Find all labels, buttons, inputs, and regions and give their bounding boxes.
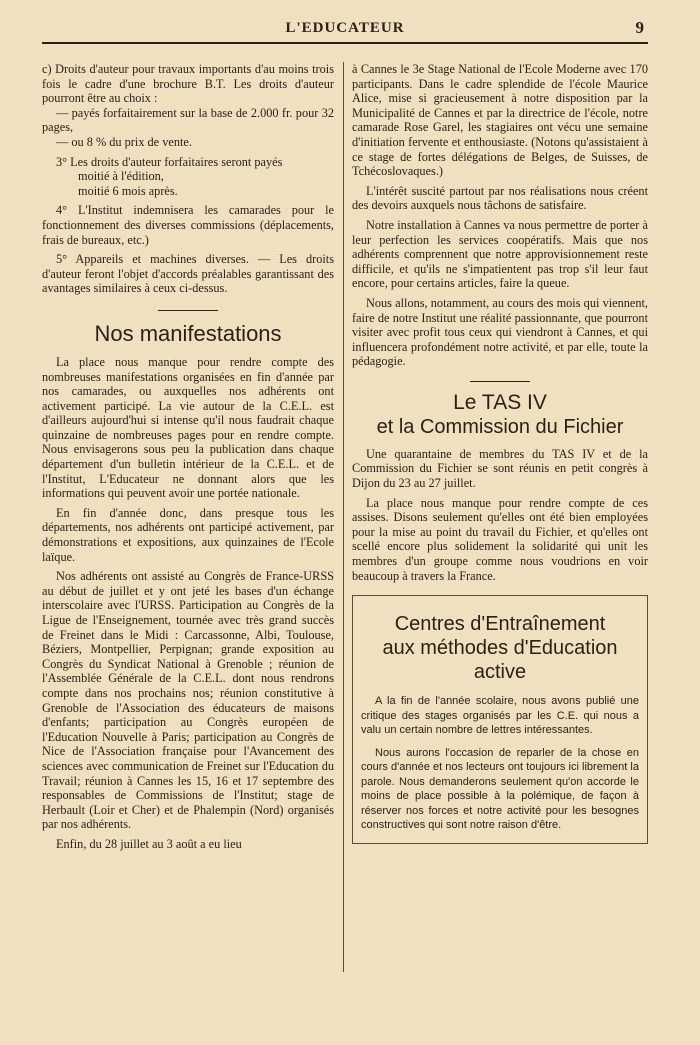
manifestations-paragraph-3: Nos adhérents ont assisté au Congrès de France-URSS au début de juillet et y ont jeté les bases d'un échange interscolaire avec l'URSS. Participation au Congrès de la Ligue de l'Enseignement, tournée avec très grand succès de Freinet dans le Midi : Carcassonne, Albi, Toulouse, Béziers, Montpellier, Perpignan; grande exposition au Congrès du Syndicat National à Grenoble ; réunion de l'Assemblée Générale de la C.E.L. dont nous rendrons compte dans nos prochains nos; réunion constitutive à Grenoble de l'Association des éducateurs de maisons d'enfants; participation au Congrès européen de l'Education Nouvelle à Paris; participation au Congrès de Nice de l'Association française pour l'Avancement des sciences avec communication de Freinet sur l'Education du Travail; réunion à Cannes les 15, 16 et 17 septembre des responsables de Commissions de l'Institut; stage de Herbault (Loir et Cher) et de Phalempin (Nord) organisés par nos adhérents. <box>42 569 334 832</box>
stage-paragraph-3: Notre installation à Cannes va nous permettre de porter à leur perfection les services coopératifs. Mais que nos adhérents comprennent que notre approvisionnement reste difficile, et qu'ils ne s'impatientent pas trop s'il leur faut encore, pour certains articles, faire la queue. <box>352 217 648 291</box>
item-3: 3° Les droits d'auteur forfaitaires seront payés <box>56 154 283 169</box>
journal-title: L'EDUCATEUR <box>285 20 405 36</box>
section-separator <box>158 310 218 311</box>
tas-paragraph-1: Une quarantaine de membres du TAS IV et de la Commission du Fichier se sont réunis en petit congrès à Dijon du 23 au 27 juillet. <box>352 446 648 491</box>
heading-commission-fichier: et la Commission du Fichier <box>376 415 624 438</box>
item-c: c) Droits d'auteur pour travaux importants d'au moins trois fois le cadre d'une brochure B.T. Les droits d'auteur pourront être au choix : <box>42 62 334 106</box>
stage-paragraph-2: L'intérêt suscité partout par nos réalisations nous créent des devoirs auxquels nous tâchons de satisfaire. <box>352 183 648 213</box>
heading-centres-2: aux méthodes d'Education <box>382 637 618 660</box>
stage-paragraph-4: Nous allons, notamment, au cours des mois qui viennent, faire de notre Institut une réalité passionnante, que pourront visiter avec profit tous ceux qui viendront à Cannes, et qui influencera profondément notre activité, et par elle, toute la pédagogie. <box>352 295 648 369</box>
centres-paragraph-2: Nous aurons l'occasion de reparler de la chose en cours d'année et nos lecteurs ont toujours ici librement la parole. Nous demanderons seulement qu'on accorde le moins de place possible à la polémique, de façon à réserver nos forces et notre activité pour les besognes constructives qui sont notre raison d'être. <box>361 746 639 832</box>
page-header <box>42 18 648 44</box>
column-divider <box>343 62 344 972</box>
stage-paragraph-1: à Cannes le 3e Stage National de l'Ecole Moderne avec 170 participants. Dans le cadre splendide de l'école Maurice Alice, mise si gracieusement à notre disposition par la Municipalité de Cannes et par la directrice de l'école, notre camarade Rose Garel, les stagiaires ont vécu une semaine d'initiation fervente et enthousiaste. (Notons qu'assistaient à ce stage de fortes délégations de Belges, de Suisses, de Tchécoslovaques.) <box>352 62 648 179</box>
item-c-option-2: — ou 8 % du prix de vente. <box>56 134 192 149</box>
manifestations-paragraph-4: Enfin, du 28 juillet au 3 août a eu lieu <box>56 836 242 851</box>
left-column <box>42 62 334 852</box>
page-number: 9 <box>635 18 644 37</box>
item-4: 4° L'Institut indemnisera les camarades pour le fonctionnement des diverses commissions (déplacements, frais de bureaux, etc.) <box>42 203 334 247</box>
centres-box <box>352 595 648 844</box>
item-3-a: moitié à l'édition, <box>78 169 164 184</box>
heading-centres-3: active <box>473 661 527 684</box>
heading-nos-manifestations: Nos manifestations <box>94 320 282 346</box>
item-3-b: moitié 6 mois après. <box>78 183 178 198</box>
centres-paragraph-1: A la fin de l'année scolaire, nous avons publié une critique des stages organisés par les C.E. qui nous a valu un certain nombre de lettres intéressantes. <box>361 695 639 737</box>
manifestations-paragraph-2: En fin d'année donc, dans presque tous les départements, nos adhérents ont participé activement, par démonstrations et expositions, aux quinzaines de l'Ecole laïque. <box>42 505 334 564</box>
manifestations-paragraph-1: La place nous manque pour rendre compte des nombreuses manifestations organisées en fin d'année par nos camarades, ou auxquelles nos adhérents ont activement participé. La vie autour de la C.E.L. est d'ailleurs aujourd'hui si intense qu'il nous faudrait chaque quinzaine de nombreuses pages pour en rendre compte. Nous envisagerons sous peu la publication dans chaque département d'un bulletin intérieur de la C.E.L. et de l'Institut, L'Educateur ne donnant alors que les informations qui peuvent avoir une portée nationale. <box>42 354 334 501</box>
heading-centres-1: Centres d'Entraînement <box>394 613 606 636</box>
item-5: 5° Appareils et machines diverses. — Les droits d'auteur feront l'objet d'accords préalables garantissant des avantages similaires à ceux ci-dessus. <box>42 252 334 296</box>
item-c-option-1: — payés forfaitairement sur la base de 2.000 fr. pour 32 pages, <box>42 105 334 135</box>
right-column <box>352 62 648 844</box>
heading-tas-iv: Le TAS IV <box>453 390 547 414</box>
section-separator <box>470 381 530 382</box>
tas-paragraph-2: La place nous manque pour rendre compte de ces assises. Disons seulement qu'elles ont été bien employées pour la mise au point du travail du Fichier, et qu'elles ont scellé encore plus solidement la solidarité qui unit les membres d'un groupe comme nous voudrions en voir beaucoup à travers la France. <box>352 495 648 583</box>
